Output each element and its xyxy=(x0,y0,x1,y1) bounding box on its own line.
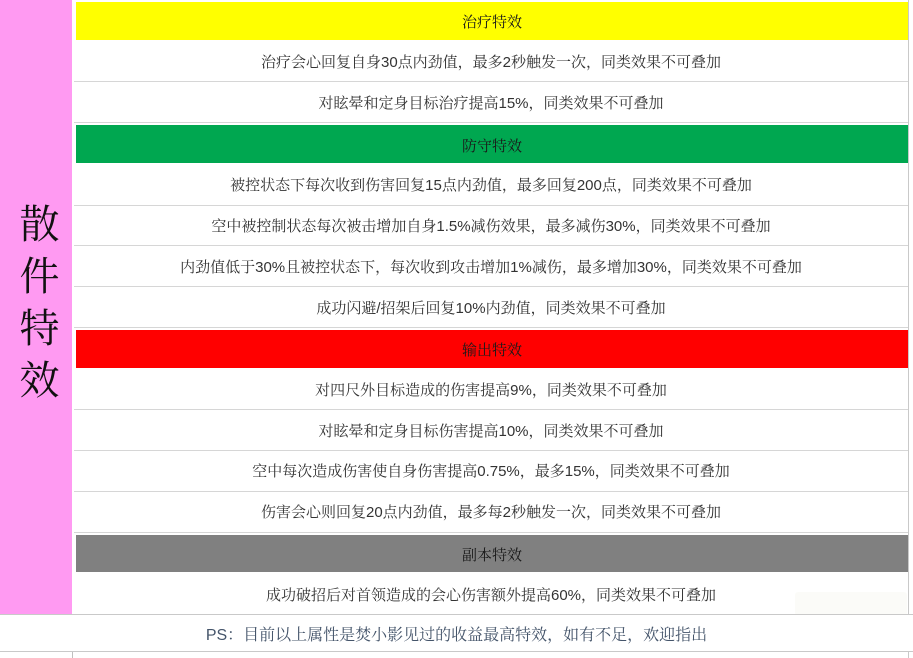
next-row-sliver xyxy=(0,652,913,658)
effect-row: 对四尺外目标造成的伤害提高9%，同类效果不可叠加 xyxy=(74,370,908,411)
effects-table xyxy=(72,0,909,614)
section-header-heal: 治疗特效 xyxy=(74,0,908,42)
footer-note-text: PS：目前以上属性是焚小影见过的收益最高特效，如有不足，欢迎指出 xyxy=(205,626,708,644)
section-header-defense: 防守特效 xyxy=(74,123,908,165)
effect-row: 伤害会心则回复20点内劲值，最多每2秒触发一次，同类效果不可叠加 xyxy=(74,492,908,533)
section-header-dungeon: 副本特效 xyxy=(74,533,908,575)
sidebar-category-cell xyxy=(0,0,72,614)
effect-row: 空中被控制状态每次被击增加自身1.5%减伤效果，最多减伤30%，同类效果不可叠加 xyxy=(74,206,908,247)
effect-row: 对眩晕和定身目标伤害提高10%，同类效果不可叠加 xyxy=(74,410,908,451)
effect-row: 成功破招后对首领造成的会心伤害额外提高60%，同类效果不可叠加 xyxy=(74,574,908,614)
effect-row: 治疗会心回复自身30点内劲值，最多2秒触发一次，同类效果不可叠加 xyxy=(74,42,908,83)
effect-row: 内劲值低于30%且被控状态下，每次收到攻击增加1%减伤，最多增加30%，同类效果不可叠加 xyxy=(74,246,908,287)
next-row-cell-borders xyxy=(72,652,909,658)
footer-note-row xyxy=(0,614,913,652)
effect-row: 成功闪避/招架后回复10%内劲值，同类效果不可叠加 xyxy=(74,287,908,328)
effect-row: 被控状态下每次收到伤害回复15点内劲值，最多回复200点，同类效果不可叠加 xyxy=(74,165,908,206)
sidebar-vertical-title: 散件特效 xyxy=(13,203,59,411)
effect-row: 对眩晕和定身目标治疗提高15%，同类效果不可叠加 xyxy=(74,82,908,123)
effect-row: 空中每次造成伤害使自身伤害提高0.75%，最多15%，同类效果不可叠加 xyxy=(74,451,908,492)
watermark xyxy=(795,592,907,616)
section-header-output: 输出特效 xyxy=(74,328,908,370)
